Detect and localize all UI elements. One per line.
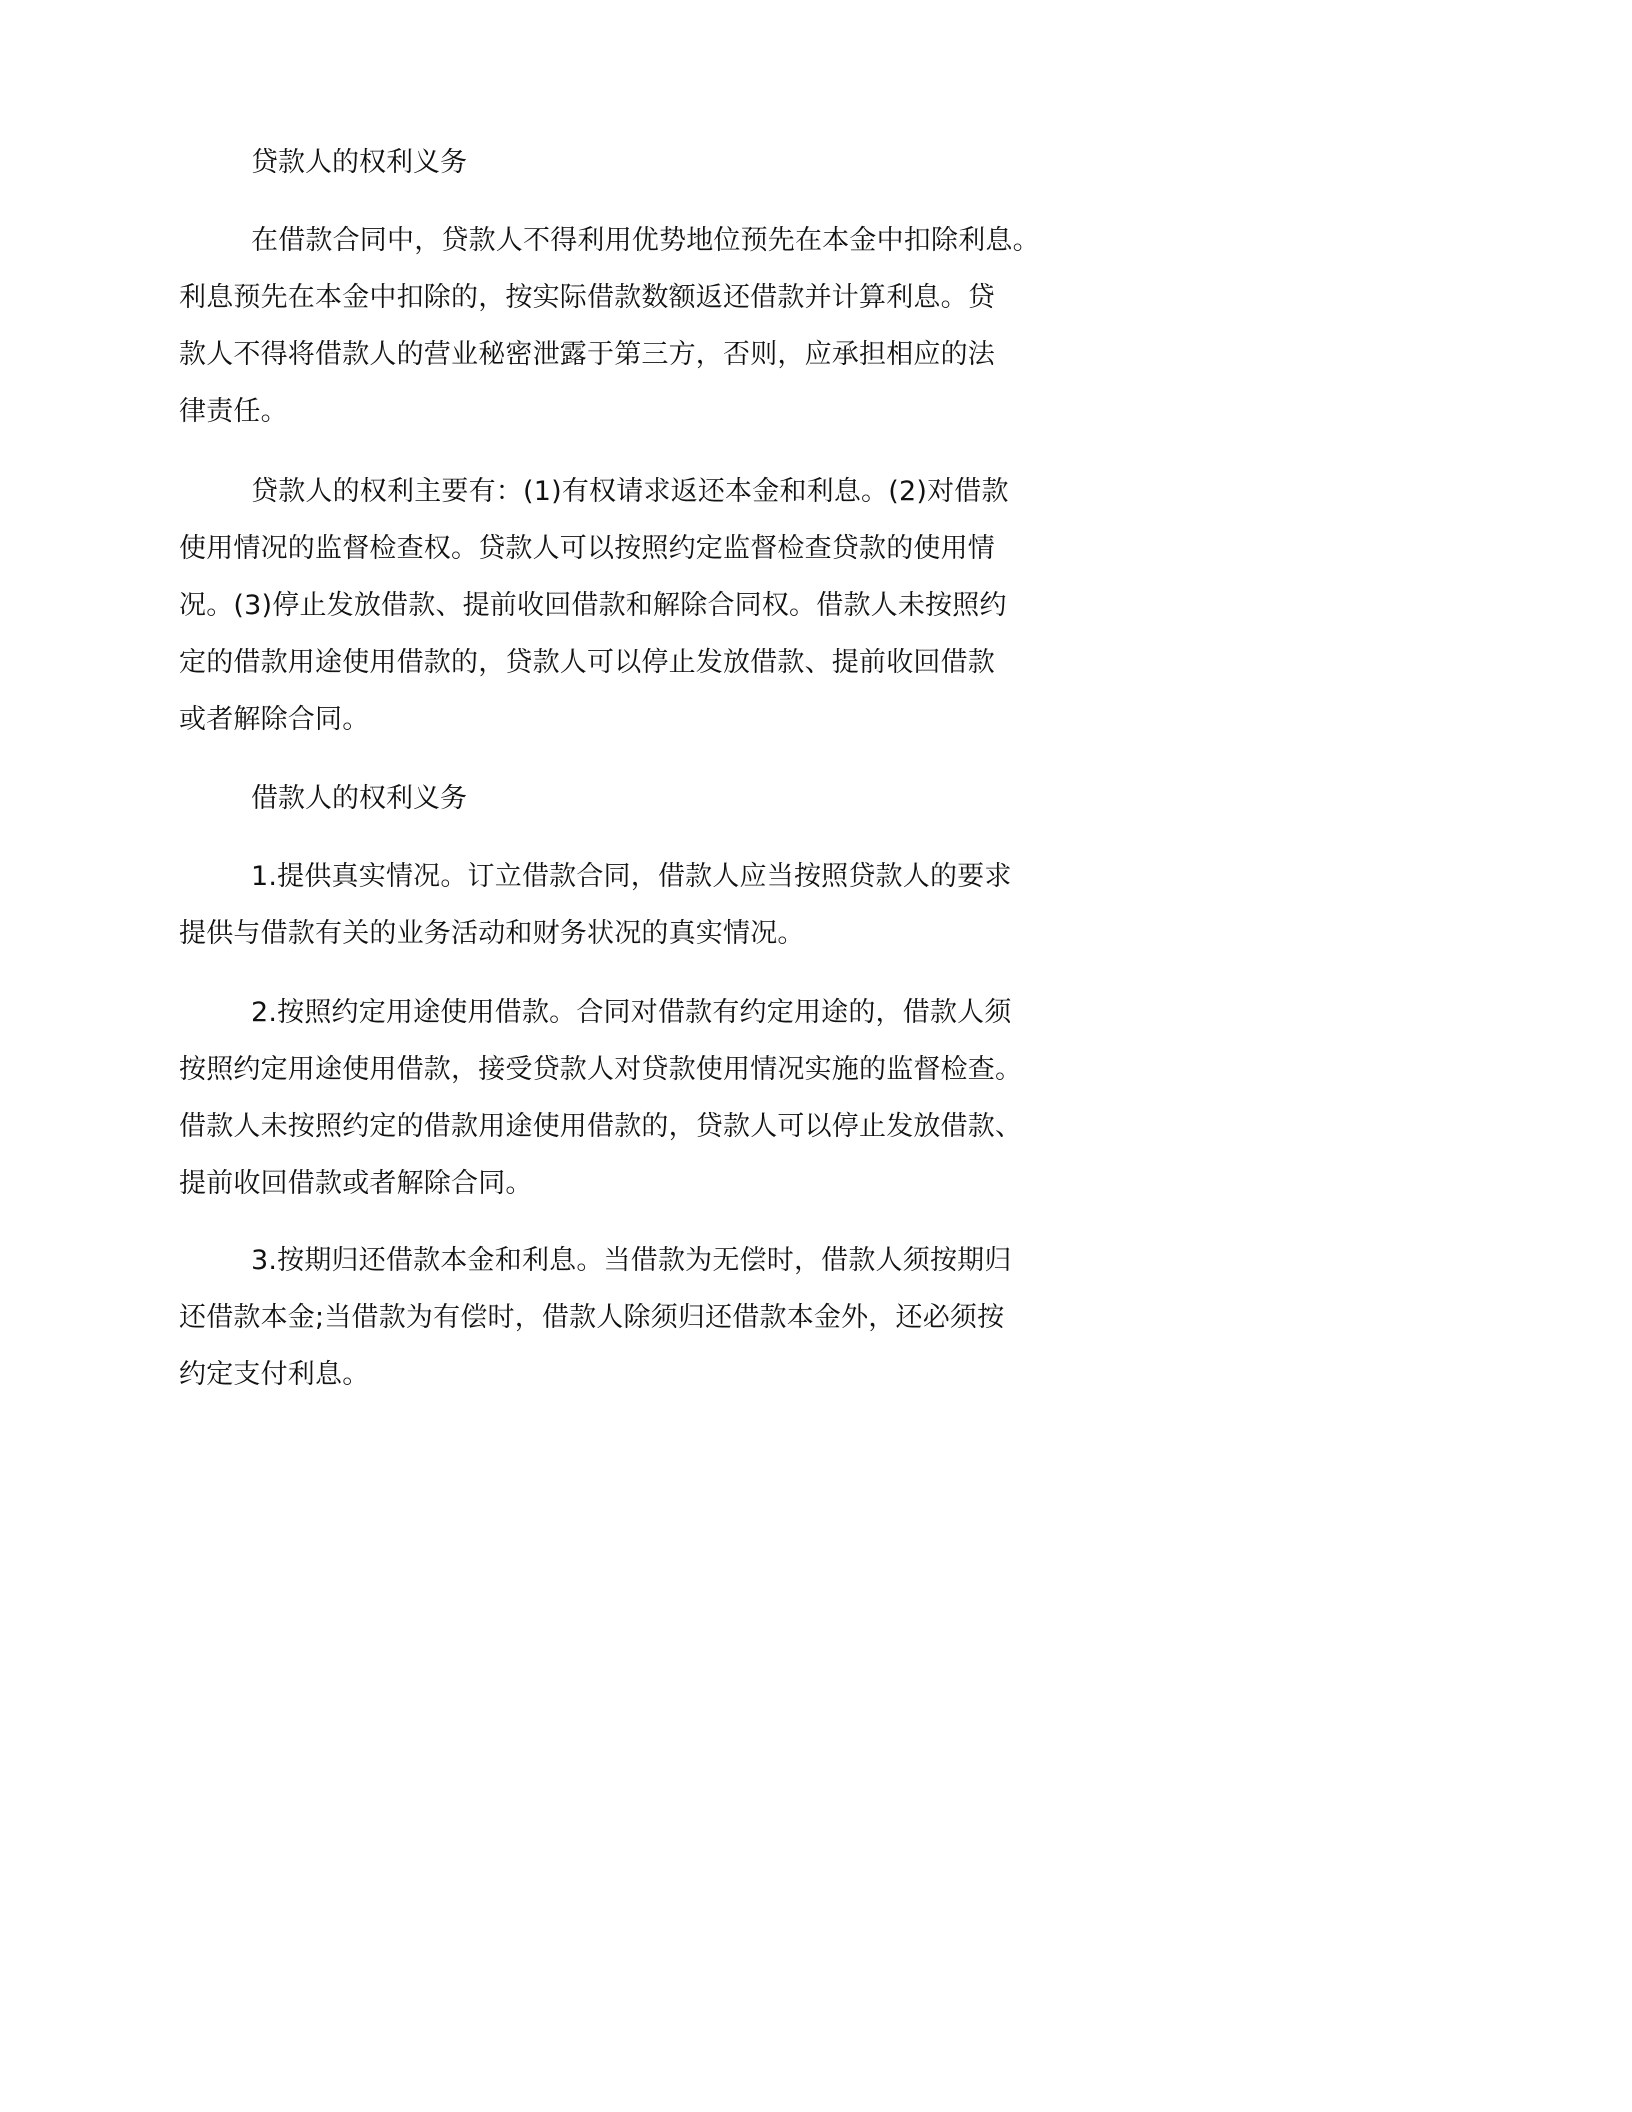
section-heading-lender: 贷款人的权利义务 — [251, 147, 467, 178]
text-line: 3.按期归还借款本金和利息。当借款为无偿时，借款人须按期归 — [251, 1245, 1012, 1276]
paragraph-borrower-duty-2 — [179, 984, 1029, 1212]
text-line: 律责任。 — [179, 396, 288, 427]
paragraph-lender-rights — [179, 463, 1029, 748]
text-line: 提前收回借款或者解除合同。 — [179, 1168, 533, 1199]
text-line: 况。(3)停止发放借款、提前收回借款和解除合同权。借款人未按照约 — [179, 590, 1007, 621]
text-line: 1.提供真实情况。订立借款合同，借款人应当按照贷款人的要求 — [251, 861, 1012, 892]
text-line: 提供与借款有关的业务活动和财务状况的真实情况。 — [179, 918, 805, 949]
text-line: 款人不得将借款人的营业秘密泄露于第三方，否则，应承担相应的法 — [179, 339, 995, 370]
text-line: 或者解除合同。 — [179, 704, 370, 735]
text-line: 贷款人的权利主要有：(1)有权请求返还本金和利息。(2)对借款 — [251, 476, 1009, 507]
paragraph-borrower-duty-3 — [179, 1232, 1029, 1403]
text-line: 2.按照约定用途使用借款。合同对借款有约定用途的，借款人须 — [251, 997, 1012, 1028]
text-line: 在借款合同中，贷款人不得利用优势地位预先在本金中扣除利息。 — [251, 225, 1040, 256]
text-line: 约定支付利息。 — [179, 1359, 370, 1390]
section-heading-borrower: 借款人的权利义务 — [251, 783, 467, 814]
text-line: 使用情况的监督检查权。贷款人可以按照约定监督检查贷款的使用情 — [179, 533, 995, 564]
paragraph-borrower-duty-1 — [179, 848, 1029, 962]
text-line: 利息预先在本金中扣除的，按实际借款数额返还借款并计算利息。贷 — [179, 282, 995, 313]
text-line: 还借款本金;当借款为有偿时，借款人除须归还借款本金外，还必须按 — [179, 1302, 1005, 1333]
text-line: 借款人未按照约定的借款用途使用借款的，贷款人可以停止发放借款、 — [179, 1111, 1023, 1142]
text-line: 按照约定用途使用借款，接受贷款人对贷款使用情况实施的监督检查。 — [179, 1054, 1023, 1085]
text-line: 定的借款用途使用借款的，贷款人可以停止发放借款、提前收回借款 — [179, 647, 995, 678]
paragraph-lender-obligations — [179, 212, 1040, 440]
